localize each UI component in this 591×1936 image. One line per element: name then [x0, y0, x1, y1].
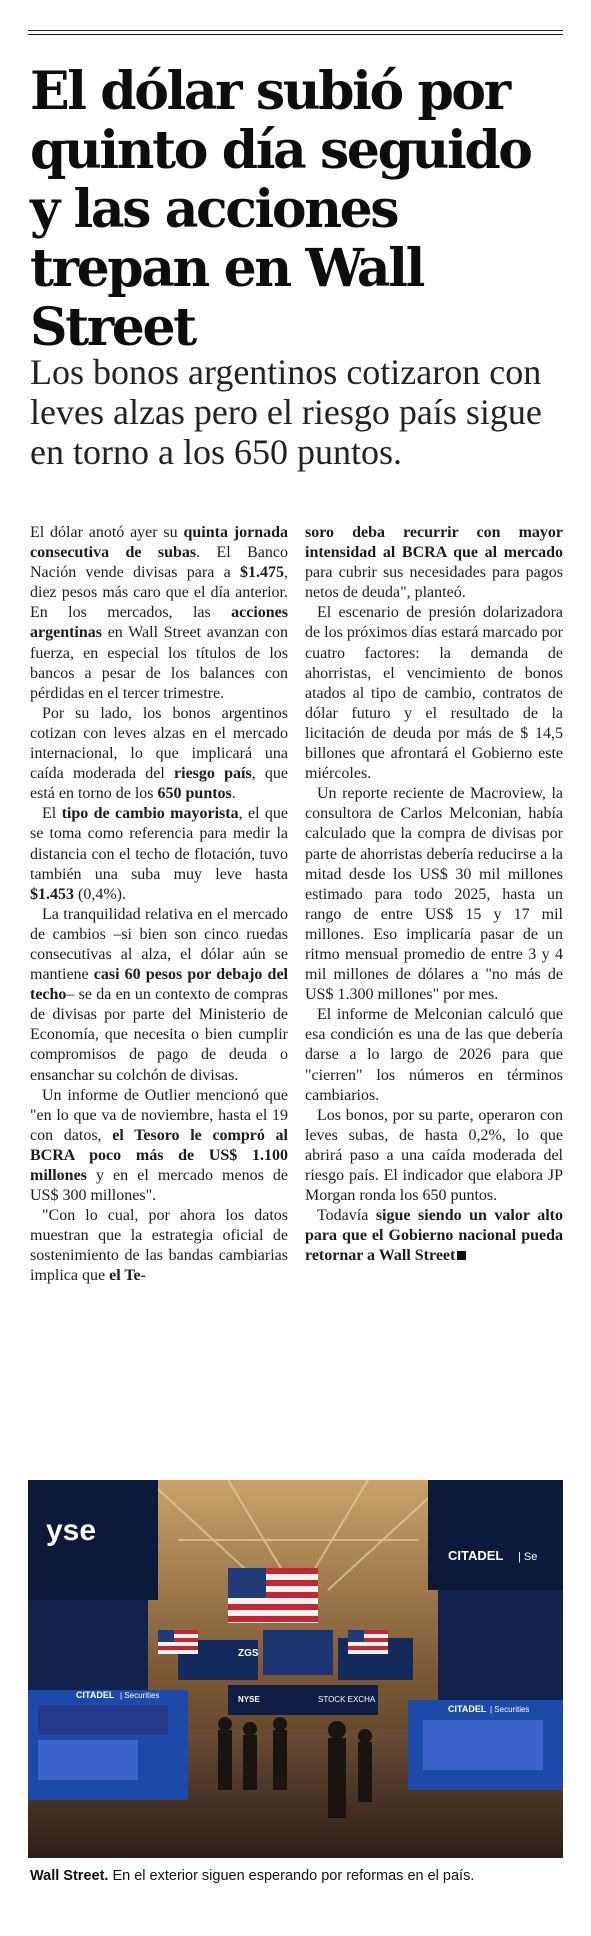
- text-run: , el que se toma como referencia para medir la distancia con el techo de flotación, tuvo también una suba muy leve hasta: [30, 805, 288, 883]
- paragraph: [30, 1206, 288, 1286]
- text-run: Los bonos, por su parte, operaron con leves subas, de hasta 0,2%, lo que abrirá paso a una caída moderada del riesgo país. El indicador que elabora JP Morgan ronda los 650 puntos.: [305, 1106, 563, 1205]
- paragraph: [305, 1206, 563, 1266]
- text-run: para cubrir sus necesidades para pagos netos de deuda", planteó.: [305, 564, 563, 602]
- text-run: La tranquilidad relativa en el mercado de cambios –si bien son cinco ruedas consecutivas al alza, el dólar aún se mantiene: [30, 905, 288, 984]
- nyse-sign-bottom: NYSE: [238, 1695, 260, 1704]
- bold-text: el Tesoro le compró al BCRA poco más de US$ 1.100 millones: [30, 1126, 289, 1184]
- text-run: El informe de Melconian calculó que esa condición es una de las que debería darse a lo largo de 2026 para que "cierren" los números en términos cambiarios.: [305, 1006, 563, 1104]
- bold-text: $1.475: [240, 564, 284, 582]
- text-run: Por su lado, los bonos argentinos cotizan con leves alzas en el mercado internacional, lo que implicará una caída moderada del: [30, 704, 288, 783]
- paragraph: [30, 523, 288, 704]
- text-run: El escenario de presión dolarizadora de los próximos días estará marcado por cuatro factores: la demanda de ahorristas, el vencimiento de bonos atados al tipo de cambio, contratos de dólar futuro y el resultado de la licitación de deuda por más de $ 14,5 billones que afrontará el Gobierno este miércoles.: [305, 604, 563, 783]
- paragraph: [305, 1106, 563, 1206]
- paragraph: [305, 603, 563, 784]
- text-run: El dólar anotó ayer su: [30, 524, 184, 541]
- small-flag-right-icon: [348, 1630, 388, 1654]
- bold-text: 650 puntos: [157, 785, 232, 803]
- citadel-sign-top: CITADEL: [448, 1548, 504, 1563]
- text-run: Un informe de Outlier mencionó que "en lo que va de noviembre, hasta el 19 con datos,: [30, 1086, 288, 1144]
- paragraph: [30, 804, 288, 904]
- photo-caption: [30, 1867, 565, 1885]
- caption-label: Wall Street.: [30, 1868, 109, 1884]
- headline: El dólar subió por quinto día seguido y las acciones trepan en Wall Street: [30, 61, 531, 358]
- american-flag-icon: [228, 1568, 318, 1623]
- paragraph: [305, 784, 563, 1005]
- text-run: (0,4%).: [74, 885, 126, 903]
- text-run: , diez pesos más caro que el día anterior. En los mercados, las: [30, 564, 288, 622]
- small-flag-left-icon: [158, 1630, 198, 1654]
- text-run: Todavía: [317, 1207, 376, 1225]
- top-rule: [28, 30, 563, 31]
- text-run: Un reporte reciente de Macroview, la consultora de Carlos Melconian, había calculado que la compra de divisas por parte de ahorristas debería reducirse a la mitad desde los US$ 30 mil millones estimado para todo 2025, hasta un rango de entre US$ 15 y 17 mil millones. Eso implicaría pasar de un ritmo mensual promedio de entre 3 y 4 mil millones de dólares a "no más de US$ 1.300 millones" por mes.: [305, 785, 563, 1004]
- bold-text: quinta jornada consecutiva de subas: [30, 524, 288, 562]
- article-column-left: [30, 523, 288, 1287]
- bold-text: soro deba recurrir con mayor intensidad al BCRA que al mercado: [305, 524, 563, 562]
- article-column-right: [305, 523, 563, 1266]
- bold-text: acciones argentinas: [30, 604, 288, 642]
- text-run: – se da en un contexto de compras de divisas por parte del Ministerio de Economía, que necesita o bien cumplir compromisos de pago de deuda o ensanchar su colchón de divisas.: [30, 986, 288, 1084]
- bold-text: tipo de cambio mayorista: [61, 805, 239, 823]
- article-photo: [28, 1480, 563, 1858]
- deck-subheadline: Los bonos argentinos cotizaron con leves alzas pero el riesgo país sigue en torno a los 650 puntos.: [30, 352, 542, 472]
- text-run: , que está en torno de los: [30, 765, 289, 803]
- agentis-sign: ZGS: [238, 1648, 259, 1659]
- citadel-sign-left-suffix: | Securities: [120, 1691, 160, 1700]
- end-of-article-mark: [457, 1251, 466, 1260]
- text-run: "Con lo cual, por ahora los datos muestran que la estrategia oficial de sostenimiento de las bandas cambiarias implica que: [30, 1207, 288, 1285]
- bold-text: $1.453: [30, 885, 74, 903]
- bold-text: sigue siendo un valor alto para que el Gobierno nacional pueda retornar a Wall Street: [305, 1207, 563, 1265]
- top-rule-secondary: [28, 34, 563, 35]
- paragraph: [305, 523, 563, 603]
- nyse-sign: yse: [46, 1514, 97, 1547]
- paragraph: [305, 1005, 563, 1105]
- citadel-sign-left: CITADEL: [76, 1690, 115, 1700]
- bold-text: casi 60 pesos por debajo del techo: [30, 966, 288, 1004]
- text-run: . El Banco Nación vende divisas para a: [30, 544, 288, 582]
- text-run: en Wall Street avanzan con fuerza, en especial los títulos de los bancos a pesar de los balances con pérdidas en el tercer trimestre.: [30, 624, 288, 702]
- text-run: El: [42, 805, 62, 823]
- caption-text: En el exterior siguen esperando por reformas en el país.: [108, 1868, 475, 1884]
- paragraph: [30, 905, 288, 1086]
- citadel-sign-top-suffix: | Se: [518, 1551, 538, 1563]
- citadel-sign-right: CITADEL: [448, 1704, 487, 1714]
- paragraph: [30, 704, 288, 804]
- bold-text: el Te-: [109, 1267, 146, 1285]
- paragraph: [30, 1086, 288, 1207]
- stock-exchange-sign: STOCK EXCHA: [318, 1695, 376, 1704]
- citadel-sign-right-suffix: | Securities: [490, 1705, 530, 1714]
- text-run: y en el mercado menos de US$ 300 millones".: [30, 1167, 288, 1205]
- text-run: .: [231, 785, 236, 803]
- bold-text: riesgo país: [174, 765, 252, 783]
